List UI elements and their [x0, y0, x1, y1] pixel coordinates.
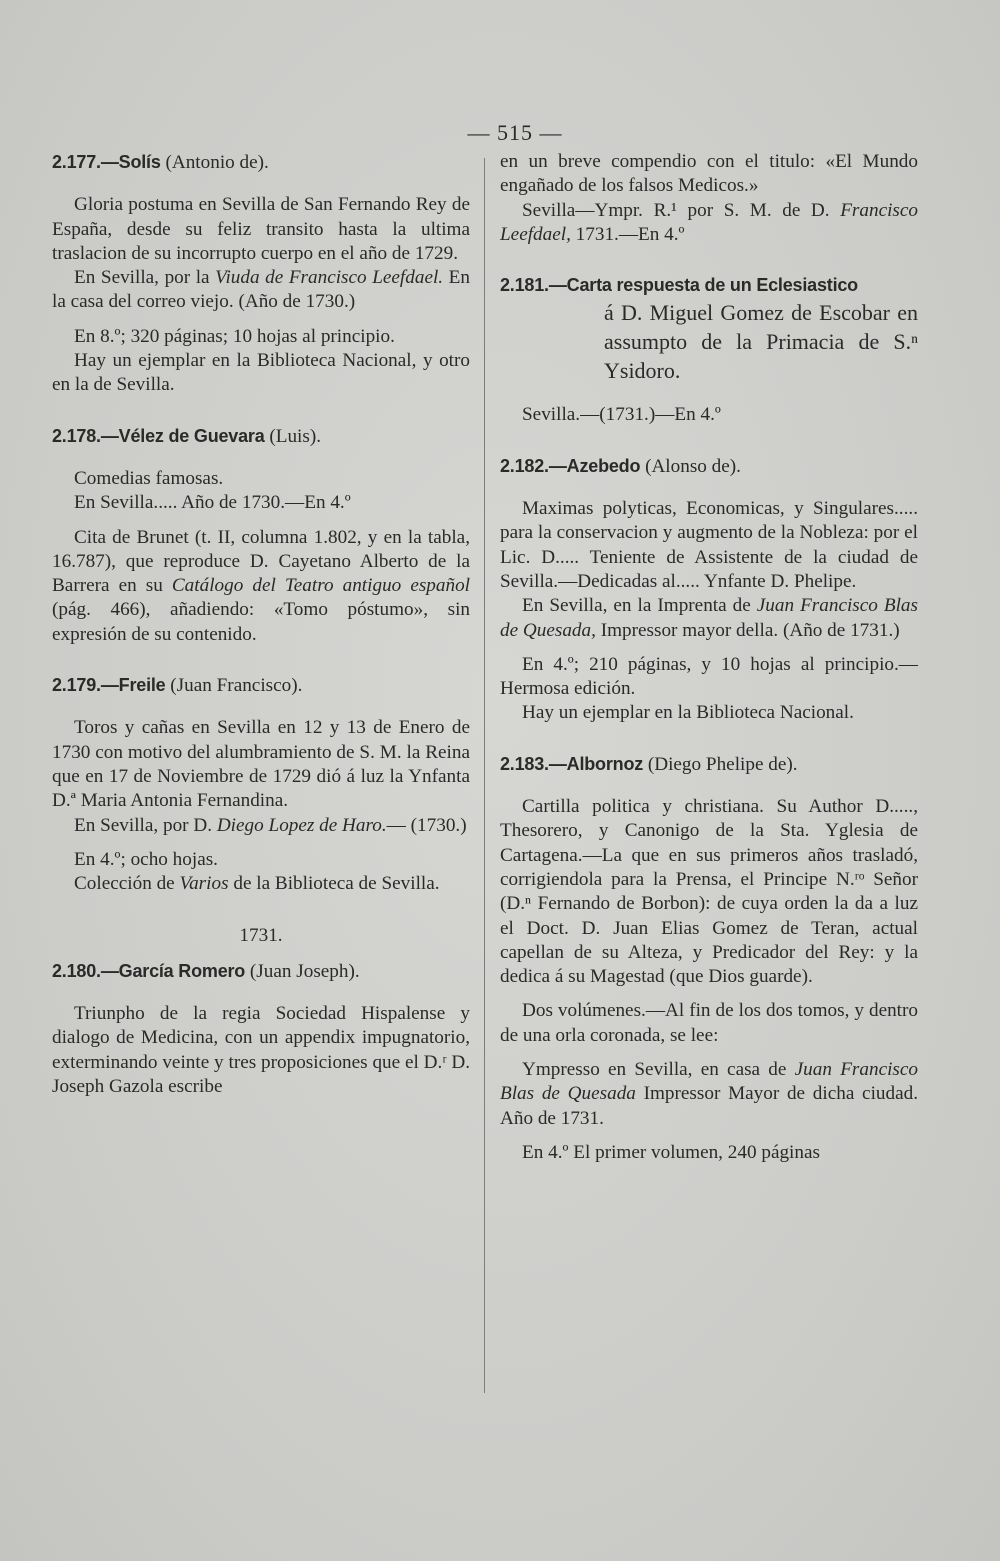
- page-number: — 515 —: [467, 120, 563, 145]
- entry-author: García Romero: [118, 960, 246, 981]
- entry-2181-imprint: Sevilla.—(1731.)—En 4.º: [522, 404, 721, 426]
- entry-2180-title-continued: en un breve compendio con el titulo: «El Mundo engañado de los falsos Medicos.»: [500, 151, 918, 197]
- left-column: [52, 150, 470, 1099]
- printer-name: Francisco Leefdael,: [500, 199, 918, 245]
- entry-2183-title: Cartilla politica y christiana. Su Author D....., Thesorero, y Canonigo de la Sta. Yglesia de Cartagena.—La que en sus primeros años trasladó, corrigiendola para la Prensa, el Principe N.ʳᵒ Señor (D.ⁿ Fernando de Borbon): de cuya orden la da a luz el Doct. D. Juan Elias Gomez de Teran, actual capellan de su Alteza, y Predicador del Rey: y la dedica á su Magestad (que Dios guarde).: [500, 796, 918, 988]
- entry-2179-imprint: [52, 814, 470, 838]
- text: Cita de Brunet (t. II, columna 1.802, y en la tabla, 16.787), que reproduce D. Cayetano Alberto de la Barrera en su: [52, 526, 470, 597]
- entry-author: Albornoz: [566, 753, 644, 774]
- entry-number: 2.179.—: [52, 675, 119, 696]
- entry-2179-note: [52, 872, 470, 896]
- text: (pág. 466), añadiendo: «Tomo póstumo», sin expresión de su contenido.: [52, 599, 470, 645]
- right-column: [500, 150, 918, 1165]
- text: de la Biblioteca de Sevilla.: [228, 873, 440, 895]
- entry-2182-format: En 4.º; 210 páginas, y 10 hojas al principio.—Hermosa edición.: [500, 653, 918, 700]
- text: En Sevilla, por la: [74, 267, 216, 289]
- entry-title-bold: Carta respuesta de un Eclesiastico: [566, 275, 858, 296]
- entry-2177-heading: [52, 150, 470, 175]
- entry-2182-title: Maximas polyticas, Economicas, y Singulares..... para la conservacion y augmento de la Nobleza: por el Lic. D..... Teniente de Assistente de la ciudad de Sevilla.—Dedicadas al..... Ynfante D. Phelipe.: [500, 498, 918, 592]
- entry-2183-heading: [500, 752, 918, 777]
- cited-work: Catálogo del Teatro antiguo español: [171, 575, 471, 597]
- entry-2177-title: Gloria postuma en Sevilla de San Fernando Rey de España, desde su feliz transito hasta la ultima traslacion de su incorrupto cuerpo en el año de 1729.: [52, 194, 470, 264]
- text: En Sevilla, por D.: [74, 814, 217, 836]
- text: — (1730.): [386, 814, 467, 836]
- entry-author: Vélez de Guevara: [118, 425, 265, 446]
- entry-2181-heading: [500, 273, 918, 298]
- entry-number: 2.178.—: [52, 425, 119, 446]
- printer-name: Viuda de Francisco Leefdael.: [215, 267, 444, 289]
- entry-2178-heading: [52, 424, 470, 449]
- entry-2183-format: En 4.º El primer volumen, 240 páginas: [522, 1141, 820, 1163]
- entry-2178-imprint: En Sevilla..... Año de 1730.—En 4.º: [74, 492, 351, 514]
- entry-2179-format: En 4.º; ocho hojas.: [74, 848, 218, 870]
- year-heading: 1731.: [239, 925, 283, 947]
- entry-2177-format: En 8.º; 320 páginas; 10 hojas al principio.: [74, 325, 395, 347]
- entry-author-given: (Juan Joseph).: [245, 960, 360, 982]
- text: En la casa del correo viejo. (Año de 1730.): [52, 267, 470, 313]
- entry-author-given: (Luis).: [264, 425, 322, 447]
- entry-author-given: (Juan Francisco).: [165, 675, 303, 697]
- entry-2183-colophon: [500, 1058, 918, 1131]
- printer-name: Diego Lopez de Haro.: [216, 814, 387, 836]
- text: Ympresso en Sevilla, en casa de: [522, 1059, 795, 1081]
- entry-author: Azebedo: [566, 455, 641, 476]
- entry-2182-imprint: [500, 594, 918, 643]
- text: En Sevilla, en la Imprenta de: [522, 595, 757, 617]
- printer-name: Juan Francisco Blas de Quesada: [500, 1059, 918, 1105]
- text: 1731.—En 4.º: [570, 223, 685, 245]
- entry-2177-imprint: [52, 266, 470, 315]
- entry-2177-note: Hay un ejemplar en la Biblioteca Nacional, y otro en la de Sevilla.: [52, 350, 470, 396]
- text: Colección de: [74, 873, 180, 895]
- entry-2180-title: Triunpho de la regia Sociedad Hispalense y dialogo de Medicina, con un appendix impugnatorio, exterminando veinte y tres proposiciones que el D.ʳ D. Joseph Gazola escribe: [52, 1003, 470, 1097]
- entry-number: 2.177.—: [52, 152, 119, 172]
- entry-author-given: (Diego Phelipe de).: [643, 753, 798, 775]
- entry-author: Solís: [118, 152, 161, 172]
- entry-2182-note: Hay un ejemplar en la Biblioteca Nacional.: [522, 702, 854, 724]
- entry-author-given: (Antonio de).: [160, 152, 269, 173]
- text: Impressor Mayor de dicha ciudad. Año de 1731.: [500, 1083, 918, 1129]
- entry-2182-heading: [500, 454, 918, 479]
- entry-2178-note: [52, 526, 470, 647]
- column-divider: [484, 158, 485, 1393]
- text: Sevilla—Ympr. R.¹ por S. M. de D.: [522, 199, 841, 221]
- entry-2181-title-continued: á D. Miguel Gomez de Escobar en assumpto de la Primacia de S.ⁿ Ysidoro.: [604, 300, 918, 384]
- entry-2183-volumes: Dos volúmenes.—Al fin de los dos tomos, y dentro de una orla coronada, se lee:: [500, 1000, 918, 1046]
- entry-number: 2.182.—: [500, 455, 567, 476]
- entry-number: 2.183.—: [500, 753, 567, 774]
- entry-2179-heading: [52, 673, 470, 698]
- printer-name: Juan Francisco Blas de Quesada,: [500, 595, 918, 641]
- entry-2180-heading: [52, 959, 470, 984]
- entry-2180-imprint: [500, 199, 918, 248]
- text: Impressor mayor della. (Año de 1731.): [595, 619, 900, 641]
- entry-number: 2.181.—: [500, 275, 567, 296]
- entry-author-given: (Alonso de).: [640, 455, 741, 477]
- collection-name: Varios: [179, 873, 229, 895]
- entry-number: 2.180.—: [52, 960, 119, 981]
- entry-author: Freile: [118, 675, 166, 696]
- entry-2178-title: Comedias famosas.: [74, 467, 224, 489]
- entry-2179-title: Toros y cañas en Sevilla en 12 y 13 de Enero de 1730 con motivo del alumbramiento de S. M. la Reina que en 17 de Noviembre de 1729 dió á luz la Ynfanta D.ª Maria Antonia Fernandina.: [52, 717, 470, 812]
